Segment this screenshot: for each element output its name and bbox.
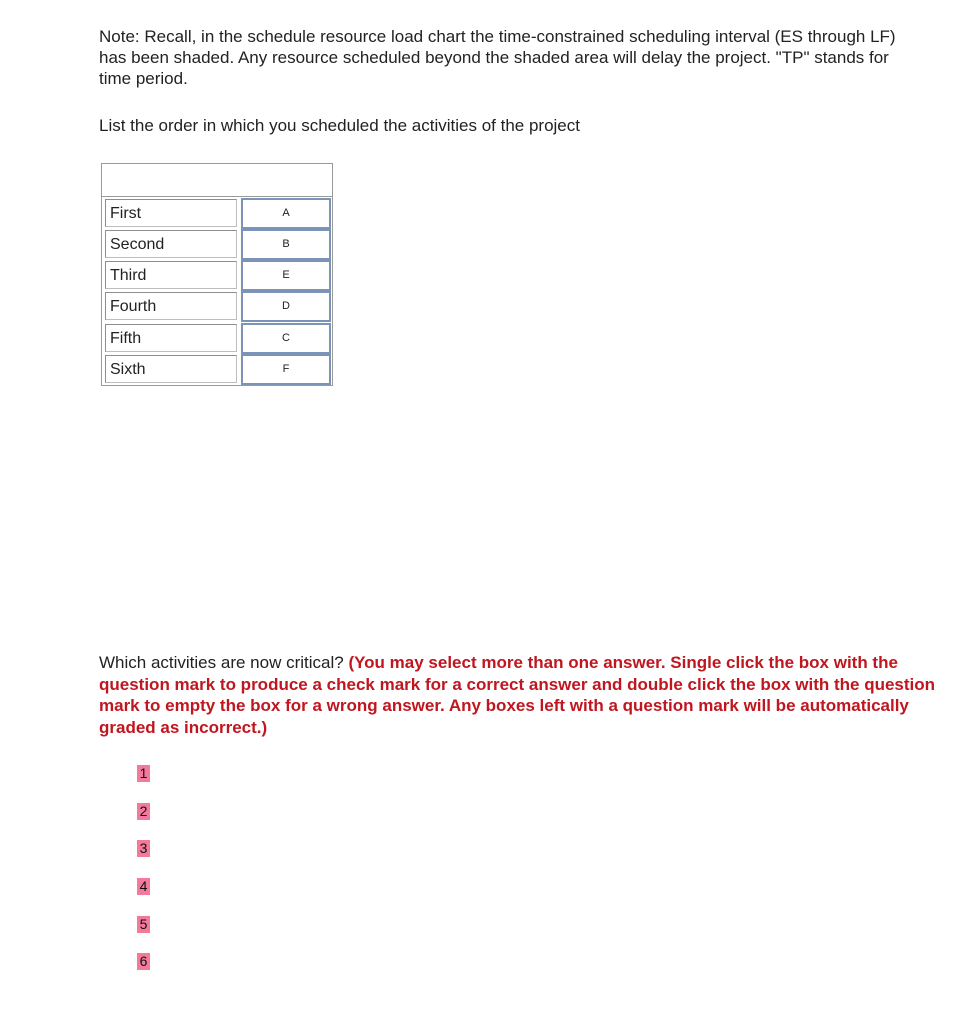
order-row-label: Fourth [105,292,237,320]
order-prompt: List the order in which you scheduled the activities of the project [99,116,580,135]
order-table [101,163,333,386]
order-answer-second[interactable]: B [241,229,331,260]
critical-question-text: Which activities are now critical? [99,653,344,672]
order-row-sixth [105,355,331,385]
critical-question [99,652,939,738]
order-row-label: First [105,199,237,227]
order-row-fourth [105,292,331,322]
order-answer-sixth[interactable]: F [241,354,331,385]
order-answer-fourth[interactable]: D [241,291,331,322]
order-row-third [105,261,331,291]
choice-checkbox-2[interactable]: 2 [137,803,150,820]
order-row-second [105,230,331,260]
choice-checkbox-4[interactable]: 4 [137,878,150,895]
choice-checkbox-1[interactable]: 1 [137,765,150,782]
order-answer-first[interactable]: A [241,198,331,229]
order-row-label: Third [105,261,237,289]
order-row-first [105,199,331,229]
choice-checkbox-5[interactable]: 5 [137,916,150,933]
order-table-header [102,164,332,197]
order-row-label: Second [105,230,237,258]
choice-checkbox-3[interactable]: 3 [137,840,150,857]
order-row-fifth [105,324,331,354]
order-answer-third[interactable]: E [241,260,331,291]
note-text: Note: Recall, in the schedule resource load chart the time-constrained scheduling interval (ES through LF) has been shaded. Any resource scheduled beyond the shaded area will delay the project. "TP" stands for time period. [99,27,896,88]
critical-instructions: (You may select more than one answer. Single click the box with the question mark to produce a check mark for a correct answer and double click the box with the question mark to empty the box for a wrong answer. Any boxes left with a question mark will be automatically graded as incorrect.) [99,653,936,737]
choice-checkbox-6[interactable]: 6 [137,953,150,970]
order-row-label: Sixth [105,355,237,383]
order-answer-fifth[interactable]: C [241,323,331,354]
order-row-label: Fifth [105,324,237,352]
